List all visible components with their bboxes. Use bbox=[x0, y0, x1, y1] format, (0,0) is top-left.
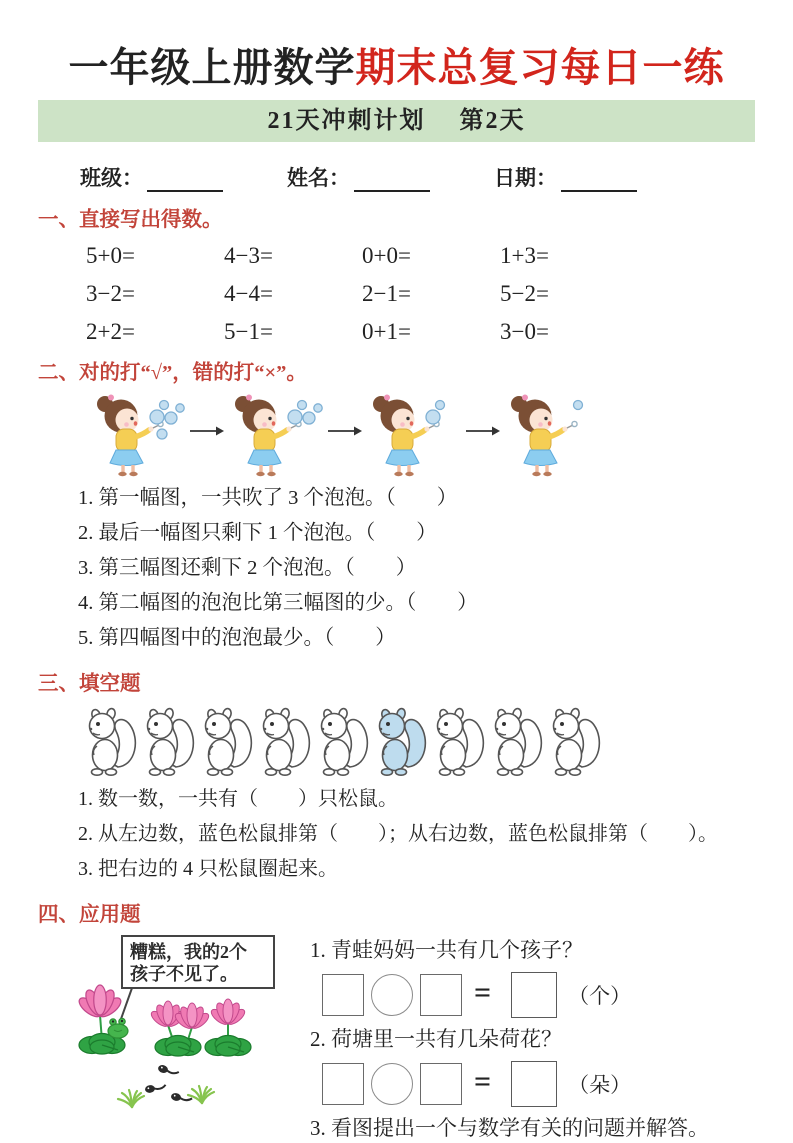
math-problem: 5−2= bbox=[500, 281, 549, 306]
bubble-icon bbox=[426, 410, 440, 424]
statement: 1. 第一幅图，一共吹了 3 个泡泡。（ ） bbox=[78, 487, 458, 509]
girl-blowing-bubbles-icon bbox=[228, 391, 324, 477]
bubble-icon bbox=[165, 412, 177, 424]
squirrel-icon bbox=[144, 706, 200, 778]
squirrel-icon bbox=[86, 706, 142, 778]
page-title bbox=[38, 42, 755, 94]
statement: 5. 第四幅图中的泡泡最少。（ ） bbox=[78, 627, 396, 649]
squirrel-icon bbox=[434, 706, 490, 778]
equation-row-2 bbox=[322, 1061, 755, 1107]
bubble-icon bbox=[157, 429, 167, 439]
equals-sign: = bbox=[474, 1065, 492, 1098]
lotus-flower bbox=[209, 999, 247, 1027]
statement: 4. 第二幅图的泡泡比第三幅图的少。（ ） bbox=[78, 592, 478, 614]
section2-statements bbox=[78, 481, 755, 656]
operand-box[interactable] bbox=[322, 974, 364, 1016]
class-blank[interactable] bbox=[147, 166, 223, 192]
statement: 2. 从左边数，蓝色松鼠排第（ ）；从右边数，蓝色松鼠排第（ ）。 bbox=[78, 823, 718, 845]
section3-statements bbox=[78, 782, 755, 887]
bubble-icon bbox=[574, 401, 583, 410]
speech-text-line1: 糟糕，我的2个 bbox=[130, 942, 247, 962]
lotus-flower bbox=[76, 985, 124, 1020]
bubble-icon bbox=[436, 401, 445, 410]
girl-blowing-bubbles-icon bbox=[90, 391, 186, 477]
math-problem: 2−1= bbox=[362, 281, 411, 306]
section1-heading: 一、直接写出得数。 bbox=[38, 209, 223, 231]
math-problem: 1+3= bbox=[500, 243, 549, 268]
unit-label: （朵） bbox=[568, 1073, 632, 1097]
questions-column bbox=[310, 933, 755, 1143]
question-3: 3. 看图提出一个与数学有关的问题并解答。 bbox=[310, 1116, 709, 1140]
operand-box[interactable] bbox=[420, 974, 462, 1016]
squirrels-figure bbox=[86, 706, 755, 778]
date-field bbox=[494, 162, 637, 192]
girl-blowing-bubbles-icon bbox=[366, 391, 462, 477]
statement: 2. 最后一幅图只剩下 1 个泡泡。（ ） bbox=[78, 522, 437, 544]
math-problem: 4−3= bbox=[224, 243, 273, 268]
tadpole-icon bbox=[145, 1083, 167, 1093]
math-problem: 2+2= bbox=[86, 319, 135, 344]
question-2: 2. 荷塘里一共有几朵荷花？ bbox=[310, 1027, 562, 1051]
girl-blowing-bubbles-icon bbox=[504, 391, 600, 477]
arrow-right-icon bbox=[327, 425, 363, 437]
answer-box[interactable] bbox=[511, 1061, 557, 1107]
math-problem: 3−2= bbox=[86, 281, 135, 306]
squirrel-icon bbox=[550, 706, 606, 778]
problems-grid bbox=[86, 243, 755, 345]
math-problem: 3−0= bbox=[500, 319, 549, 344]
bubble-icon bbox=[303, 412, 315, 424]
arrow-right-icon bbox=[189, 425, 225, 437]
section3-heading: 三、填空题 bbox=[38, 673, 141, 695]
section2-heading: 二、对的打“√”，错的打“×”。 bbox=[38, 362, 307, 384]
statement: 1. 数一数，一共有（ ）只松鼠。 bbox=[78, 788, 398, 810]
bubble-icon bbox=[288, 410, 302, 424]
bubble-icon bbox=[298, 401, 307, 410]
title-black: 一年级上册数学 bbox=[68, 45, 356, 90]
math-problem: 0+1= bbox=[362, 319, 411, 344]
frog-icon bbox=[108, 1018, 128, 1038]
section4-body bbox=[38, 933, 755, 1143]
bubble-icon bbox=[150, 410, 164, 424]
grass-icon bbox=[118, 1090, 144, 1107]
name-field bbox=[287, 162, 430, 192]
info-row bbox=[80, 162, 755, 192]
grass-icon bbox=[188, 1086, 214, 1103]
operator-circle[interactable] bbox=[371, 1063, 413, 1105]
name-label: 姓名： bbox=[287, 166, 350, 190]
banner: 21天冲刺计划 第2天 bbox=[38, 100, 755, 142]
squirrel-icon bbox=[260, 706, 316, 778]
squirrel-icon bbox=[492, 706, 548, 778]
equation-row-1 bbox=[322, 972, 755, 1018]
bubble-icon bbox=[160, 401, 169, 410]
pond-illustration bbox=[60, 933, 300, 1125]
tadpole-icon bbox=[170, 1092, 192, 1104]
math-problem: 5−1= bbox=[224, 319, 273, 344]
statement: 3. 第三幅图还剩下 2 个泡泡。（ ） bbox=[78, 557, 417, 579]
squirrel-icon bbox=[202, 706, 258, 778]
blue-squirrel-icon bbox=[376, 706, 432, 778]
arrow-right-icon bbox=[465, 425, 501, 437]
lily-pad bbox=[155, 1036, 201, 1057]
operand-box[interactable] bbox=[322, 1063, 364, 1105]
unit-label: （个） bbox=[568, 984, 632, 1008]
question-1: 1. 青蛙妈妈一共有几个孩子？ bbox=[310, 938, 583, 962]
tadpole-icon bbox=[157, 1064, 179, 1078]
answer-box[interactable] bbox=[511, 972, 557, 1018]
name-blank[interactable] bbox=[354, 166, 430, 192]
section4-heading: 四、应用题 bbox=[38, 904, 141, 926]
math-problem: 4−4= bbox=[224, 281, 273, 306]
math-problem: 5+0= bbox=[86, 243, 135, 268]
class-field bbox=[80, 162, 223, 192]
math-problem: 0+0= bbox=[362, 243, 411, 268]
squirrel-icon bbox=[318, 706, 374, 778]
date-label: 日期： bbox=[494, 166, 557, 190]
equals-sign: = bbox=[474, 976, 492, 1009]
title-red: 期末总复习每日一练 bbox=[355, 45, 725, 90]
bubble-icon bbox=[176, 404, 184, 412]
class-label: 班级： bbox=[80, 166, 143, 190]
statement: 3. 把右边的 4 只松鼠圈起来。 bbox=[78, 858, 338, 880]
lily-pad bbox=[205, 1036, 251, 1057]
bubble-icon bbox=[314, 404, 322, 412]
operand-box[interactable] bbox=[420, 1063, 462, 1105]
operator-circle[interactable] bbox=[371, 974, 413, 1016]
bubbles-figure bbox=[90, 391, 755, 477]
date-blank[interactable] bbox=[561, 166, 637, 192]
speech-text-line2: 孩子不见了。 bbox=[130, 964, 238, 984]
